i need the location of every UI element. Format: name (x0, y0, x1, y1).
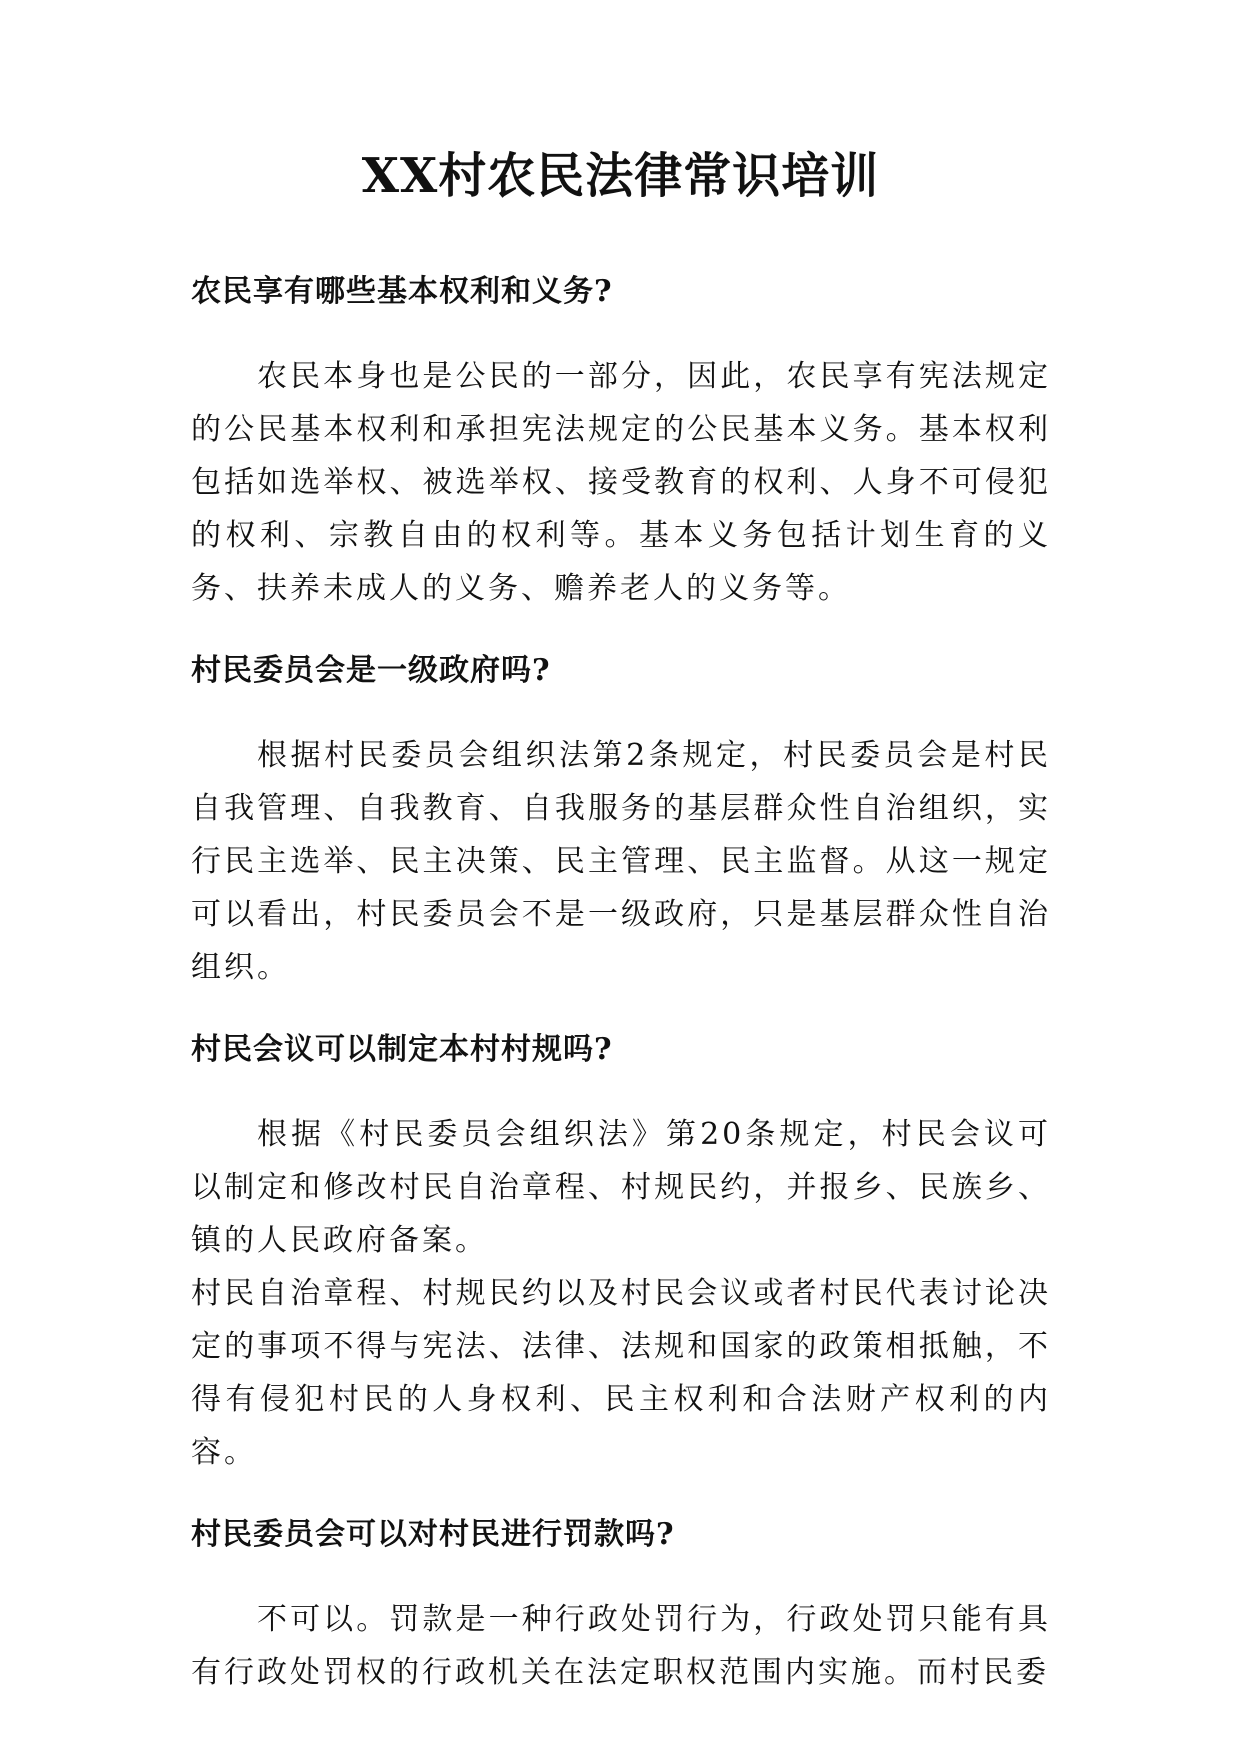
section-paragraph: 村民自治章程、村规民约以及村民会议或者村民代表讨论决定的事项不得与宪法、法律、法规和国家的政策相抵触，不得有侵犯村民的人身权利、民主权利和合法财产权利的内容。 (191, 1276, 1051, 1470)
section-paragraph: 农民本身也是公民的一部分，因此，农民享有宪法规定的公民基本权利和承担宪法规定的公民基本义务。基本权利包括如选举权、被选举权、接受教育的权利、人身不可侵犯的权利、宗教自由的权利等。基本义务包括计划生育的义务、扶养未成人的义务、赡养老人的义务等。 (191, 359, 1051, 606)
section-heading: 农民享有哪些基本权利和义务? (191, 274, 613, 309)
document-title: XX村农民法律常识培训 (361, 148, 880, 204)
section-paragraph: 根据村民委员会组织法第2条规定，村民委员会是村民自我管理、自我教育、自我服务的基层群众性自治组织，实行民主选举、民主决策、民主管理、民主监督。从这一规定可以看出，村民委员会不是一级政府，只是基层群众性自治组织。 (191, 738, 1051, 985)
section-heading: 村民委员会可以对村民进行罚款吗? (191, 1517, 675, 1552)
section-heading: 村民会议可以制定本村村规吗? (191, 1032, 613, 1067)
section-paragraph: 不可以。罚款是一种行政处罚行为，行政处罚只能有具有行政处罚权的行政机关在法定职权范围内实施。而村民委 (191, 1602, 1051, 1690)
document-body (191, 272, 1051, 1699)
section-heading: 村民委员会是一级政府吗? (191, 653, 551, 688)
section-paragraph: 根据《村民委员会组织法》第20条规定，村民会议可以制定和修改村民自治章程、村规民约，并报乡、民族乡、镇的人民政府备案。 (191, 1117, 1051, 1258)
